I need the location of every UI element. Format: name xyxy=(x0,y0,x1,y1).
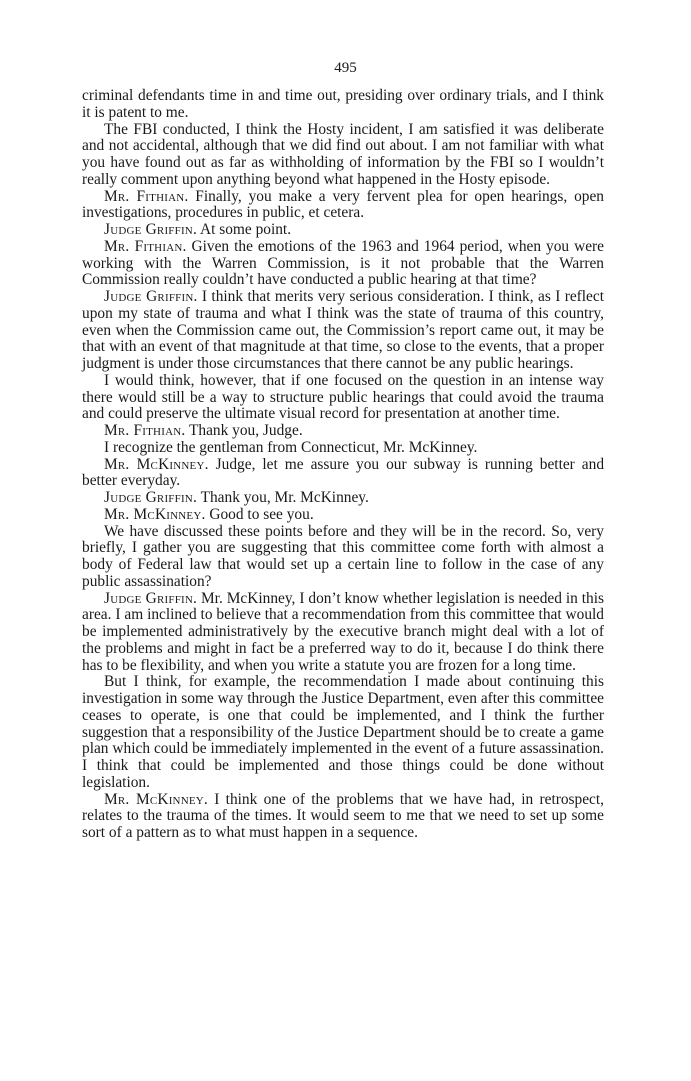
speaker-name: Judge Griffin. xyxy=(104,489,197,506)
paragraph xyxy=(82,440,604,457)
speaker-name: Mr. Fithian. xyxy=(104,237,187,255)
paragraph xyxy=(82,674,604,791)
paragraph xyxy=(82,222,604,239)
speaker-name: Judge Griffin. xyxy=(104,288,198,305)
paragraph-text: The FBI conducted, I think the Hosty incident, I am satisfied it was deliberate and not accidental, although that we did find out about. I am not familiar with what you have found out as far as withholding of information by the FBI so I wouldn’t really comment upon anything beyond what happened in the Hosty episode. xyxy=(82,120,604,188)
paragraph xyxy=(82,591,604,675)
paragraph-text: At some point. xyxy=(197,221,292,238)
paragraph-text: Mr. McKinney, I don’t know whether legislation is needed in this area. I am inclined to believe that a recommendation from this committee that would be implemented administratively by the executive branch might deal with a lot of the problems and might in fact be a preferred way to do it, because I do think there has to be flexibility, and when you write a statute you are frozen for a long time. xyxy=(82,589,605,674)
paragraph-text: Judge, let me assure you our subway is running better and better everyday. xyxy=(82,455,605,490)
speaker-name: Mr. McKinney. xyxy=(104,790,208,808)
paragraph xyxy=(82,122,604,189)
speaker-name: Mr. McKinney. xyxy=(104,505,206,523)
speaker-name: Judge Griffin. xyxy=(104,221,197,238)
speaker-name: Mr. Fithian. xyxy=(104,187,189,205)
paragraph xyxy=(82,373,604,423)
paragraph-text: Thank you, Judge. xyxy=(185,422,303,439)
page-number: 495 xyxy=(334,60,357,76)
paragraph xyxy=(82,423,604,440)
paragraph xyxy=(82,507,604,524)
paragraph-text: Given the emotions of the 1963 and 1964 period, when you were working with the Warren Commission, is it not probable that the Warren Commission really couldn’t have conducted a public hearing at that time? xyxy=(82,237,604,289)
paragraph-text: I think that merits very serious consideration. I think, as I reflect upon my state of trauma and what I think was the state of trauma of this country, even when the Commission came out, the Commission’s report came out, it may be that with an event of that magnitude at that time, so close to the events, that a proper judgment is under those circumstances that there cannot be any public hearings. xyxy=(82,288,604,372)
paragraph xyxy=(82,457,604,491)
paragraph xyxy=(82,524,604,591)
paragraph-text: Thank you, Mr. McKinney. xyxy=(197,489,369,506)
paragraph-text: Good to see you. xyxy=(205,505,314,523)
paragraph-text: I would think, however, that if one focused on the question in an intense way there would still be a way to structure public hearings that could avoid the trauma and could preserve the ultimate visual record for presentation at another time. xyxy=(82,371,604,423)
paragraph xyxy=(82,239,604,289)
paragraph-text: We have discussed these points before and they will be in the record. So, very briefly, I gather you are suggesting that this committee come forth with almost a body of Federal law that would set up a certain line to follow in the case of any public assassination? xyxy=(82,522,604,590)
speaker-name: Judge Griffin. xyxy=(104,589,198,607)
speaker-name: Mr. Fithian. xyxy=(104,422,186,439)
paragraph-text: I recognize the gentleman from Connecticut, Mr. McKinney. xyxy=(104,438,478,456)
paragraph-text: But I think, for example, the recommendation I made about continuing this investigation in some way through the Justice Department, even after this committee ceases to operate, is one that could be implemented, and I think the further suggestion that a responsibility of the Justice Department should be to create a game plan which could be immediately implemented in the event of a future assassination. I think that could be implemented and those things could be done without legislation. xyxy=(82,673,604,791)
paragraph xyxy=(82,490,604,507)
paragraph-text: criminal defendants time in and time out, presiding over ordinary trials, and I think it is patent to me. xyxy=(82,87,604,121)
paragraph xyxy=(82,189,604,223)
paragraph-text: Finally, you make a very fervent plea for open hearings, open investigations, procedures in public, et cetera. xyxy=(82,187,604,222)
speaker-name: Mr. McKinney. xyxy=(104,455,209,473)
paragraph xyxy=(82,792,604,842)
paragraph-text: I think one of the problems that we have had, in retrospect, relates to the trauma of the times. It would seem to me that we need to set up some sort of a pattern as to what must happen in a sequence. xyxy=(82,790,605,841)
paragraph xyxy=(82,88,604,122)
paragraph xyxy=(82,289,604,373)
transcript-body xyxy=(82,88,604,842)
